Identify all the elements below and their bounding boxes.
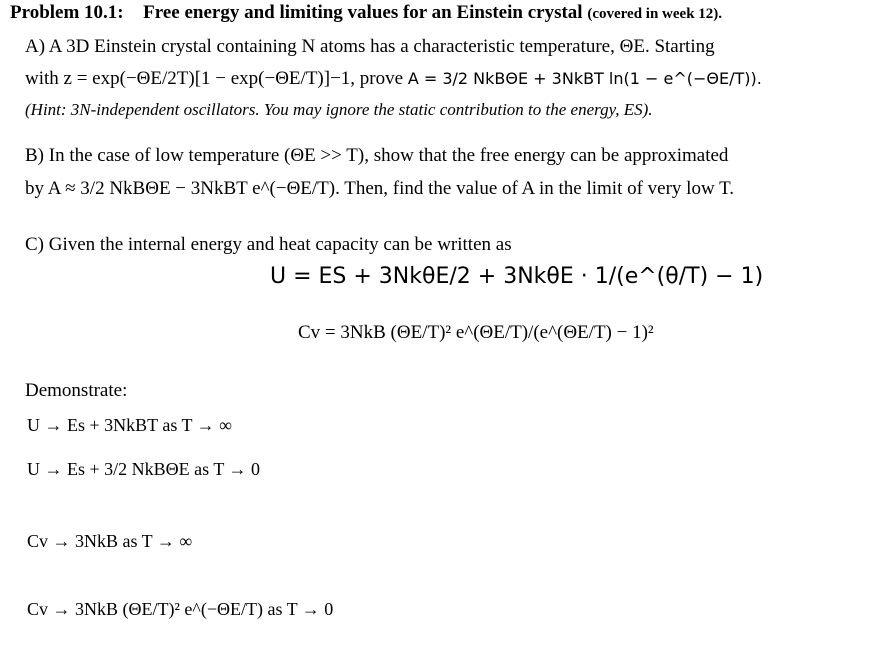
part-a-hint: (Hint: 3N-independent oscillators. You may ignore the static contribution to the energy, ES). bbox=[25, 100, 653, 119]
equation-internal-energy: U = ES + 3NkθE/2 + 3NkθE · 1/(e^(θ/T) − 1) bbox=[270, 264, 764, 289]
limit-u-high-t: U → Es + 3NkBT as T → ∞ bbox=[27, 415, 232, 435]
limit-u-low-t: U → Es + 3/2 NkBΘE as T → 0 bbox=[27, 459, 260, 479]
part-b-line1: B) In the case of low temperature (ΘE >> T), show that the free energy can be approximated bbox=[25, 145, 729, 166]
part-b-line2: by A ≈ 3/2 NkBΘE − 3NkBT e^(−ΘE/T). Then, find the value of A in the limit of very low T. bbox=[25, 178, 735, 199]
problem-title bbox=[10, 2, 722, 25]
problem-note: (covered in week 12). bbox=[587, 6, 723, 22]
part-a-line1: A) A 3D Einstein crystal containing N atoms has a characteristic temperature, ΘE. Starting bbox=[25, 36, 715, 57]
part-a-formula: A = 3/2 NkBΘE + 3NkBT ln(1 − e^(−ΘE/T)). bbox=[407, 69, 762, 88]
part-a-line2 bbox=[25, 68, 762, 90]
problem-label: Problem 10.1: bbox=[10, 2, 124, 23]
equation-heat-capacity: Cv = 3NkB (ΘE/T)² e^(ΘE/T)/(e^(ΘE/T) − 1)² bbox=[298, 322, 654, 343]
part-c-line1: C) Given the internal energy and heat capacity can be written as bbox=[25, 234, 512, 255]
limit-cv-low-t: Cv → 3NkB (ΘE/T)² e^(−ΘE/T) as T → 0 bbox=[27, 599, 334, 619]
part-a-line2-prefix: with z = exp(−ΘE/2T)[1 − exp(−ΘE/T)]−1, prove bbox=[25, 68, 404, 89]
problem-main-title: Free energy and limiting values for an Einstein crystal bbox=[143, 2, 583, 23]
demonstrate-label: Demonstrate: bbox=[25, 380, 128, 401]
limit-cv-high-t: Cv → 3NkB as T → ∞ bbox=[27, 531, 193, 551]
